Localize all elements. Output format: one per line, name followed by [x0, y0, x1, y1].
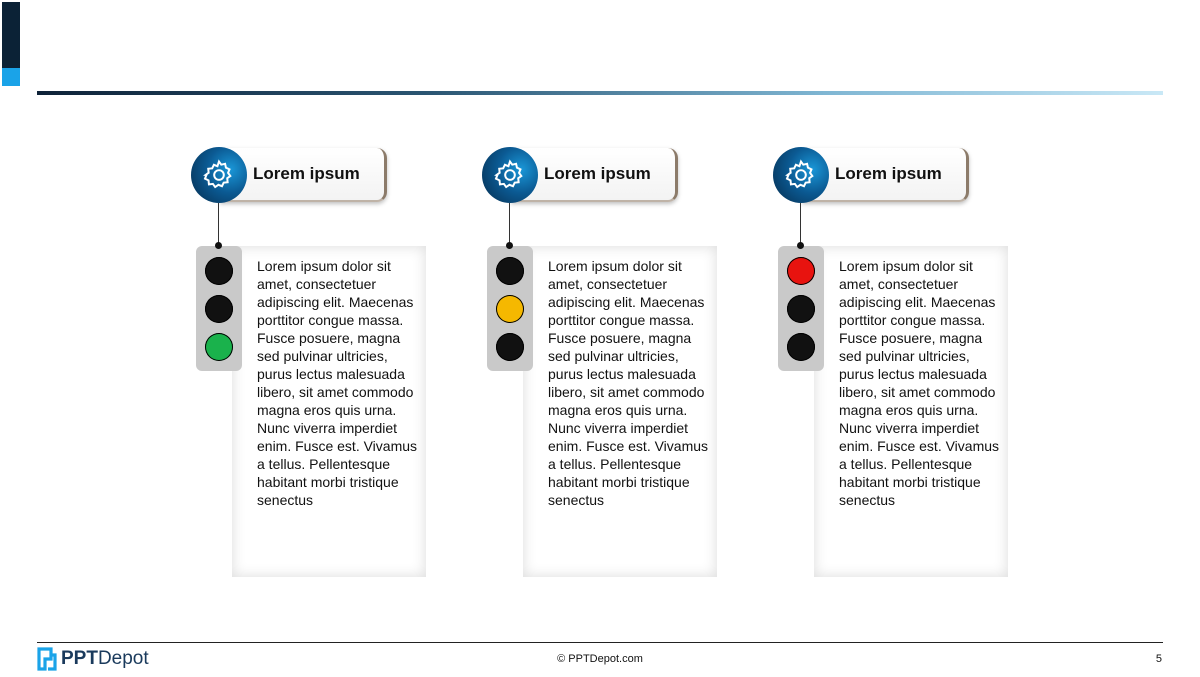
status-card-2	[481, 146, 781, 586]
traffic-light-middle	[496, 295, 524, 323]
header-accent-dark	[2, 2, 20, 68]
logo-text-regular: Depot	[97, 648, 149, 669]
traffic-light-top	[205, 257, 233, 285]
card-body-text: Lorem ipsum dolor sit amet, consectetuer adipiscing elit. Maecenas porttitor congue massa. Fusce posuere, magna sed pulvinar ultricies, purus lectus malesuada libero, sit amet commodo magna eros quis urna. Nunc viverra imperdiet enim. Fusce est. Vivamus a tellus. Pellentesque habitant morbi tristique senectus	[839, 258, 1000, 508]
status-card-3	[772, 146, 1072, 586]
card-title: Lorem ipsum	[835, 164, 942, 183]
traffic-light-top	[787, 257, 815, 285]
traffic-light	[196, 246, 242, 371]
traffic-light	[778, 246, 824, 371]
traffic-light-bottom	[205, 333, 233, 361]
connector-line	[800, 203, 801, 246]
card-title: Lorem ipsum	[544, 164, 651, 183]
traffic-light-bottom	[787, 333, 815, 361]
card-body-text: Lorem ipsum dolor sit amet, consectetuer adipiscing elit. Maecenas porttitor congue massa. Fusce posuere, magna sed pulvinar ultricies, purus lectus malesuada libero, sit amet commodo magna eros quis urna. Nunc viverra imperdiet enim. Fusce est. Vivamus a tellus. Pellentesque habitant morbi tristique senectus	[257, 258, 418, 508]
connector-dot	[797, 242, 804, 249]
header-accent-blue	[2, 68, 20, 86]
gear-icon	[482, 147, 538, 203]
connector-line	[218, 203, 219, 246]
connector-dot	[506, 242, 513, 249]
traffic-light-middle	[787, 295, 815, 323]
traffic-light-bottom	[496, 333, 524, 361]
card-title: Lorem ipsum	[253, 164, 360, 183]
gear-icon	[191, 147, 247, 203]
traffic-light	[487, 246, 533, 371]
header-divider	[37, 91, 1163, 95]
gear-icon	[773, 147, 829, 203]
footer-divider	[37, 642, 1163, 643]
connector-line	[509, 203, 510, 246]
traffic-light-middle	[205, 295, 233, 323]
copyright-text: © PPTDepot.com	[557, 653, 643, 665]
traffic-light-top	[496, 257, 524, 285]
logo-text-bold: PPT	[61, 648, 98, 669]
status-card-1	[190, 146, 490, 586]
page-number: 5	[1155, 653, 1162, 665]
card-body-text: Lorem ipsum dolor sit amet, consectetuer adipiscing elit. Maecenas porttitor congue massa. Fusce posuere, magna sed pulvinar ultricies, purus lectus malesuada libero, sit amet commodo magna eros quis urna. Nunc viverra imperdiet enim. Fusce est. Vivamus a tellus. Pellentesque habitant morbi tristique senectus	[548, 258, 709, 508]
connector-dot	[215, 242, 222, 249]
